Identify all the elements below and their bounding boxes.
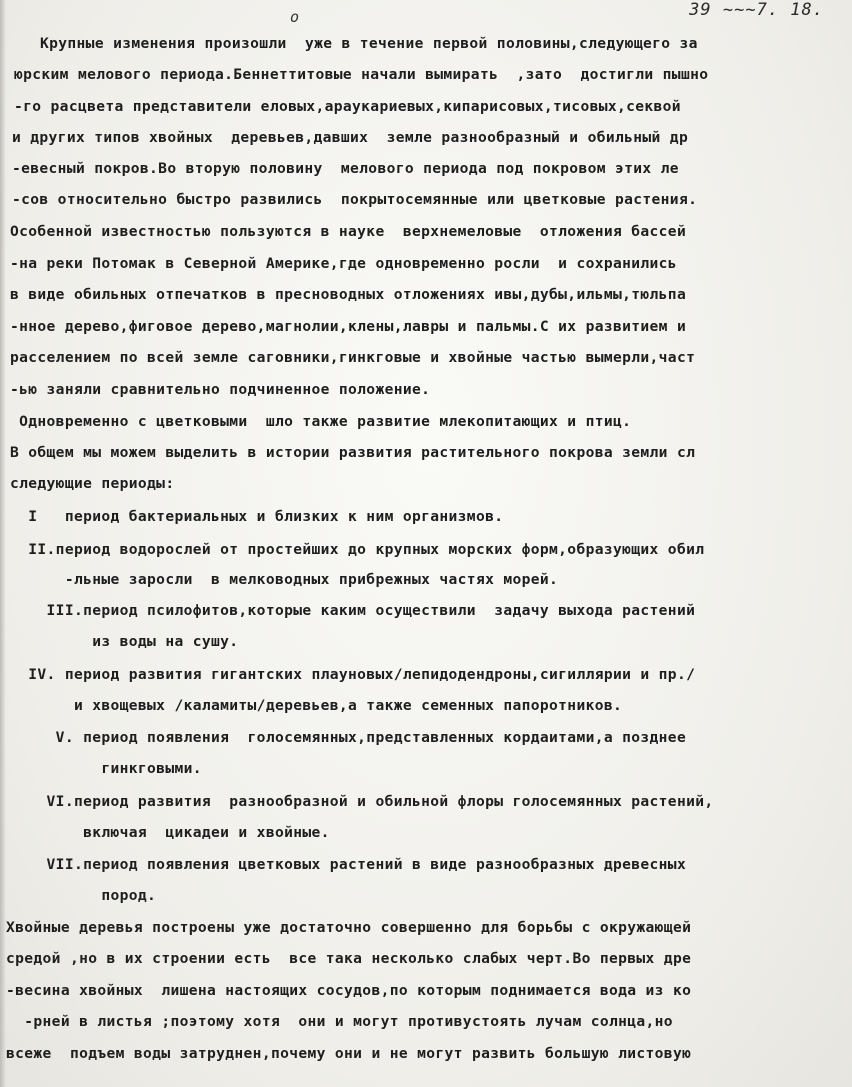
text-line: -сов относительно быстро развились покрытосемянные или цветковые растения.: [12, 191, 698, 208]
text-line: -ью заняли сравнительно подчиненное положение.: [10, 381, 431, 398]
text-line: В общем мы можем выделить в истории развития растительного покрова земли сл: [10, 444, 696, 461]
text-line: -рней в листья ;поэтому хотя они и могут противустоять лучам солнца,но: [6, 1013, 673, 1030]
list-item: II.период водорослей от простейших до крупных морских форм,образующих обил: [10, 541, 705, 558]
list-item: VI.период развития разнообразной и обильной флоры голосемянных растений,: [10, 793, 714, 810]
text-line: Одновременно с цветковыми шло также развитие млекопитающих и птиц.: [10, 413, 632, 430]
text-line: следующие периоды:: [10, 475, 175, 492]
text-line: -го расцвета представители еловых,араукариевых,кипарисовых,тисовых,секвой: [14, 98, 681, 115]
text-line: Крупные изменения произошли уже в течение первой половины,следующего за: [40, 35, 698, 52]
list-item-continuation: и хвощевых /каламиты/деревьев,а также семенных папоротников.: [10, 697, 623, 714]
text-line: Особенной известностью пользуются в науке верхнемеловые отложения бассей: [10, 223, 687, 240]
list-item: IV. период развития гигантских плауновых/лепидодендроны,сигиллярии и пр./: [10, 666, 696, 683]
text-line: -нное дерево,фиговое дерево,магнолии,клены,лавры и пальмы.С их развитием и: [10, 318, 687, 335]
list-item-continuation: из воды на сушу.: [10, 633, 239, 650]
handwritten-margin-note: о: [290, 8, 300, 26]
text-line: в виде обильных отпечатков в пресноводных отложениях ивы,дубы,ильмы,тюльпа: [10, 286, 687, 303]
list-item-continuation: пород.: [10, 887, 157, 904]
list-item-continuation: -льные заросли в мелководных прибрежных частях морей.: [10, 571, 559, 588]
list-item: III.период псилофитов,которые каким осуществили задачу выхода растений: [10, 602, 696, 619]
text-line: расселением по всей земле саговники,гинкговые и хвойные частью вымерли,част: [10, 349, 696, 366]
text-line: -евесный покров.Во вторую половину мелового периода под покровом этих ле: [12, 160, 679, 177]
text-line: всеже подъем воды затруднен,почему они и не могут развить большую листовую: [6, 1045, 692, 1062]
page-number: 39 ~~~7. 18.: [689, 0, 824, 20]
text-line: и других типов хвойных деревьев,давших земле разнообразный и обильный др: [12, 129, 689, 146]
text-line: -на реки Потомак в Северной Америке,где одновременно росли и сохранились: [10, 255, 677, 272]
list-item: V. период появления голосемянных,представленных кордаитами,а позднее: [10, 729, 687, 746]
list-item: VII.период появления цветковых растений в виде разнообразных древесных: [10, 856, 687, 873]
text-line: юрским мелового периода.Беннеттитовые начали вымирать ,зато достигли пышно: [14, 66, 709, 83]
list-item-continuation: включая цикадеи и хвойные.: [10, 824, 330, 841]
text-line: -весина хвойных лишена настоящих сосудов,по которым поднимается вода из ко: [6, 982, 692, 999]
text-line: Хвойные деревья построены уже достаточно совершенно для борьбы с окружающей: [6, 919, 692, 936]
list-item-continuation: гинкговыми.: [10, 760, 202, 777]
text-line: средой ,но в их строении есть все така несколько слабых черт.Во первых дре: [6, 950, 692, 967]
list-item: I период бактериальных и близких к ним организмов.: [10, 508, 504, 525]
